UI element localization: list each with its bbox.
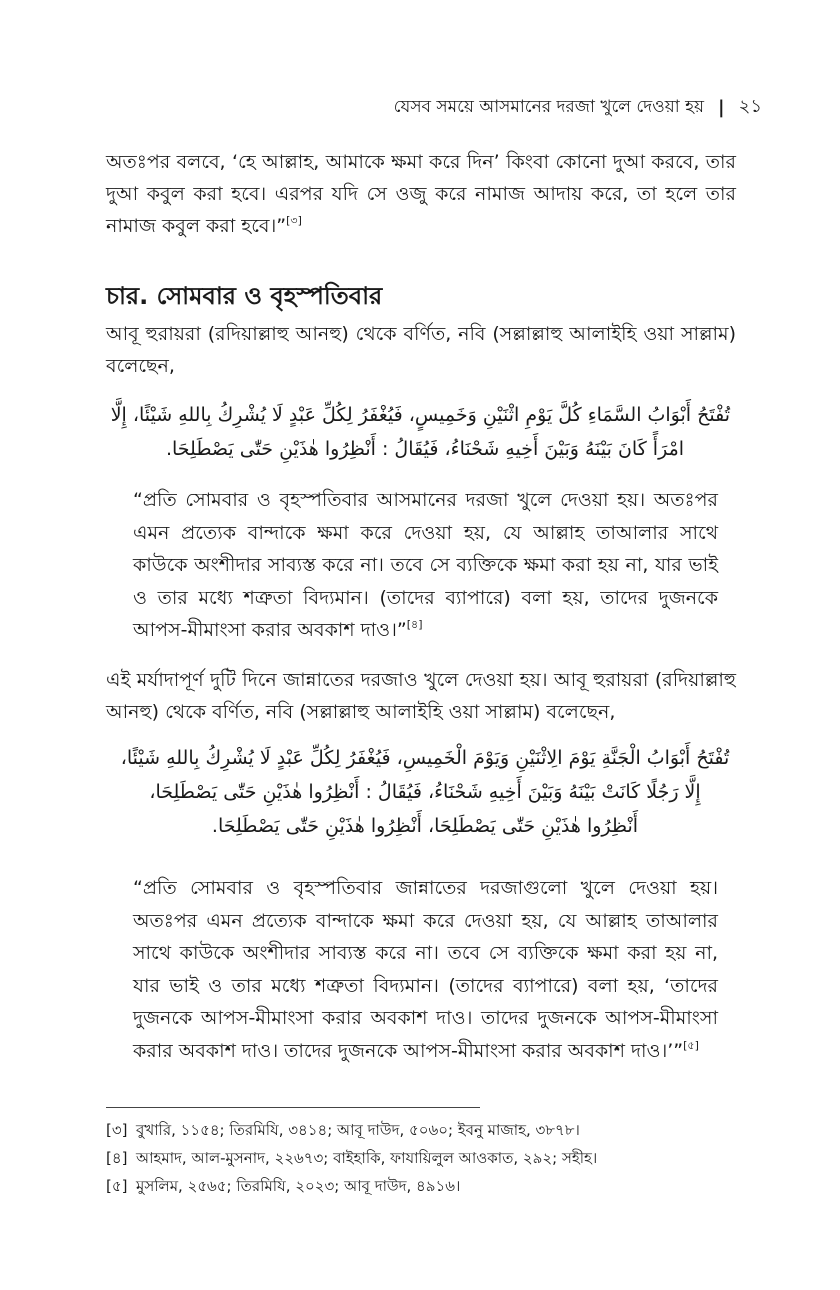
footnotes	[106, 1116, 746, 1200]
running-head	[394, 92, 762, 123]
footnote-text: মুসলিম, ২৫৬৫; তিরমিযি, ২০২৩; আবূ দাউদ, ৪৯১৬।	[136, 1177, 461, 1195]
footnote	[106, 1116, 746, 1144]
translation-text: “প্রতি সোমবার ও বৃহস্পতিবার জান্নাতের দরজাগুলো খুলে দেওয়া হয়। অতঃপর এমন প্রত্যেক বান্দাকে ক্ষমা করে দেওয়া হয়, যে আল্লাহ তাআলার সাথে কাউকে অংশীদার সাব্যস্ত করে না। তবে সে ব্যক্তিকে ক্ষমা করা হয় না, যার ভাই ও তার মধ্যে শত্রুতা বিদ্যমান। (তাদের ব্যাপারে) বলা হয়, ‘তাদের দুজনকে আপস-মীমাংসা করার অবকাশ দাও। তাদের দুজনকে আপস-মীমাংসা করার অবকাশ দাও। তাদের দুজনকে আপস-মীমাংসা করার অবকাশ দাও।’”	[133, 877, 718, 1062]
arabic-line: أَنْظِرُوا هٰذَيْنِ حَتّٰى يَصْطَلِحَا، أَنْظِرُوا هٰذَيْنِ حَتّٰى يَصْطَلِحَا.	[211, 815, 639, 837]
arabic-line: تُفْتَحُ أَبْوَابُ الْجَنَّةِ يَوْمَ الِاثْنَيْنِ وَيَوْمَ الْخَمِيسِ، فَيُغْفَرُ لِكُلِّ عَبْدٍ لَا يُشْرِكُ بِاللهِ شَيْئًا،	[120, 747, 730, 769]
footnote-text: আহমাদ, আল-মুসনাদ, ২২৬৭৩; বাইহাকি, ফাযায়িলুল আওকাত, ২৯২; সহীহ।	[136, 1149, 598, 1167]
narration-paragraph-2: এই মর্যাদাপূর্ণ দুটি দিনে জান্নাতের দরজাও খুলে দেওয়া হয়। আবূ হুরায়রা (রদিয়াল্লাহু আনহু) থেকে বর্ণিত, নবি (সল্লাল্লাহু আলাইহি ওয়া সাল্লাম) বলেছেন,	[106, 669, 736, 723]
footnote-marker: [৪]	[106, 1149, 128, 1167]
translation-block-1	[133, 484, 718, 647]
footnote-text: বুখারি, ১১৫৪; তিরমিযি, ৩৪১৪; আবূ দাউদ, ৫০৬০; ইবনু মাজাহ, ৩৮৭৮।	[136, 1121, 580, 1139]
footnote-ref-3: [৩]	[286, 214, 302, 227]
running-head-title: যেসব সময়ে আসমানের দরজা খুলে দেওয়া হয়	[393, 96, 705, 117]
footnote	[106, 1172, 746, 1200]
footnote-ref-5: [৫]	[683, 1038, 699, 1052]
page-number: ২১	[738, 96, 762, 117]
intro-text: অতঃপর বলবে, ‘হে আল্লাহ, আমাকে ক্ষমা করে দিন’ কিংবা কোনো দুআ করবে, তার দুআ কবুল করা হবে। এরপর যদি সে ওজু করে নামাজ আদায় করে, তা হলে তার নামাজ কবুল করা হবে।”	[106, 151, 736, 237]
arabic-line: تُفْتَحُ أَبْوَابُ السَّمَاءِ كُلَّ يَوْمِ اثْنَيْنِ وَخَمِيسٍ، فَيُغْفَرُ لِكُلِّ عَبْدٍ لَا يُشْرِكُ بِاللهِ شَيْئًا، إِلَّا	[110, 404, 730, 426]
section-heading: চার. সোমবার ও বৃহস্পতিবার	[106, 282, 383, 310]
translation-block-2	[133, 872, 718, 1067]
translation-text: “প্রতি সোমবার ও বৃহস্পতিবার আসমানের দরজা খুলে দেওয়া হয়। অতঃপর এমন প্রত্যেক বান্দাকে ক্ষমা করে দেওয়া হয়, যে আল্লাহ তাআলার সাথে কাউকে অংশীদার সাব্যস্ত করে না। তবে সে ব্যক্তিকে ক্ষমা করা হয় না, যার ভাই ও তার মধ্যে শত্রুতা বিদ্যমান। (তাদের ব্যাপারে) বলা হয়, তাদের দুজনকে আপস-মীমাংসা করার অবকাশ দাও।”	[133, 489, 718, 641]
footnote	[106, 1144, 746, 1172]
narration-paragraph-1: আবূ হুরায়রা (রদিয়াল্লাহু আনহু) থেকে বর্ণিত, নবি (সল্লাল্লাহু আলাইহি ওয়া সাল্লাম) বলেছেন,	[106, 323, 736, 377]
footnote-ref-4: [৪]	[406, 618, 423, 631]
arabic-hadith-2	[120, 741, 730, 843]
footnote-marker: [৩]	[106, 1121, 128, 1139]
arabic-hadith-1	[110, 398, 730, 466]
footnote-divider	[106, 1107, 480, 1108]
running-head-separator: |	[718, 97, 725, 118]
intro-paragraph	[106, 146, 736, 242]
arabic-line: امْرَأً كَانَ بَيْنَهُ وَبَيْنَ أَخِيهِ شَحْنَاءُ، فَيُقَالُ : أَنْظِرُوا هٰذَيْنِ حَتّٰى يَصْطَلِحَا.	[165, 438, 685, 460]
arabic-line: إِلَّا رَجُلًا كَانَتْ بَيْنَهُ وَبَيْنَ أَخِيهِ شَحْنَاءُ، فَيُقَالُ : أَنْظِرُوا هٰذَيْنِ حَتّٰى يَصْطَلِحَا،	[149, 781, 701, 803]
footnote-marker: [৫]	[106, 1177, 128, 1195]
